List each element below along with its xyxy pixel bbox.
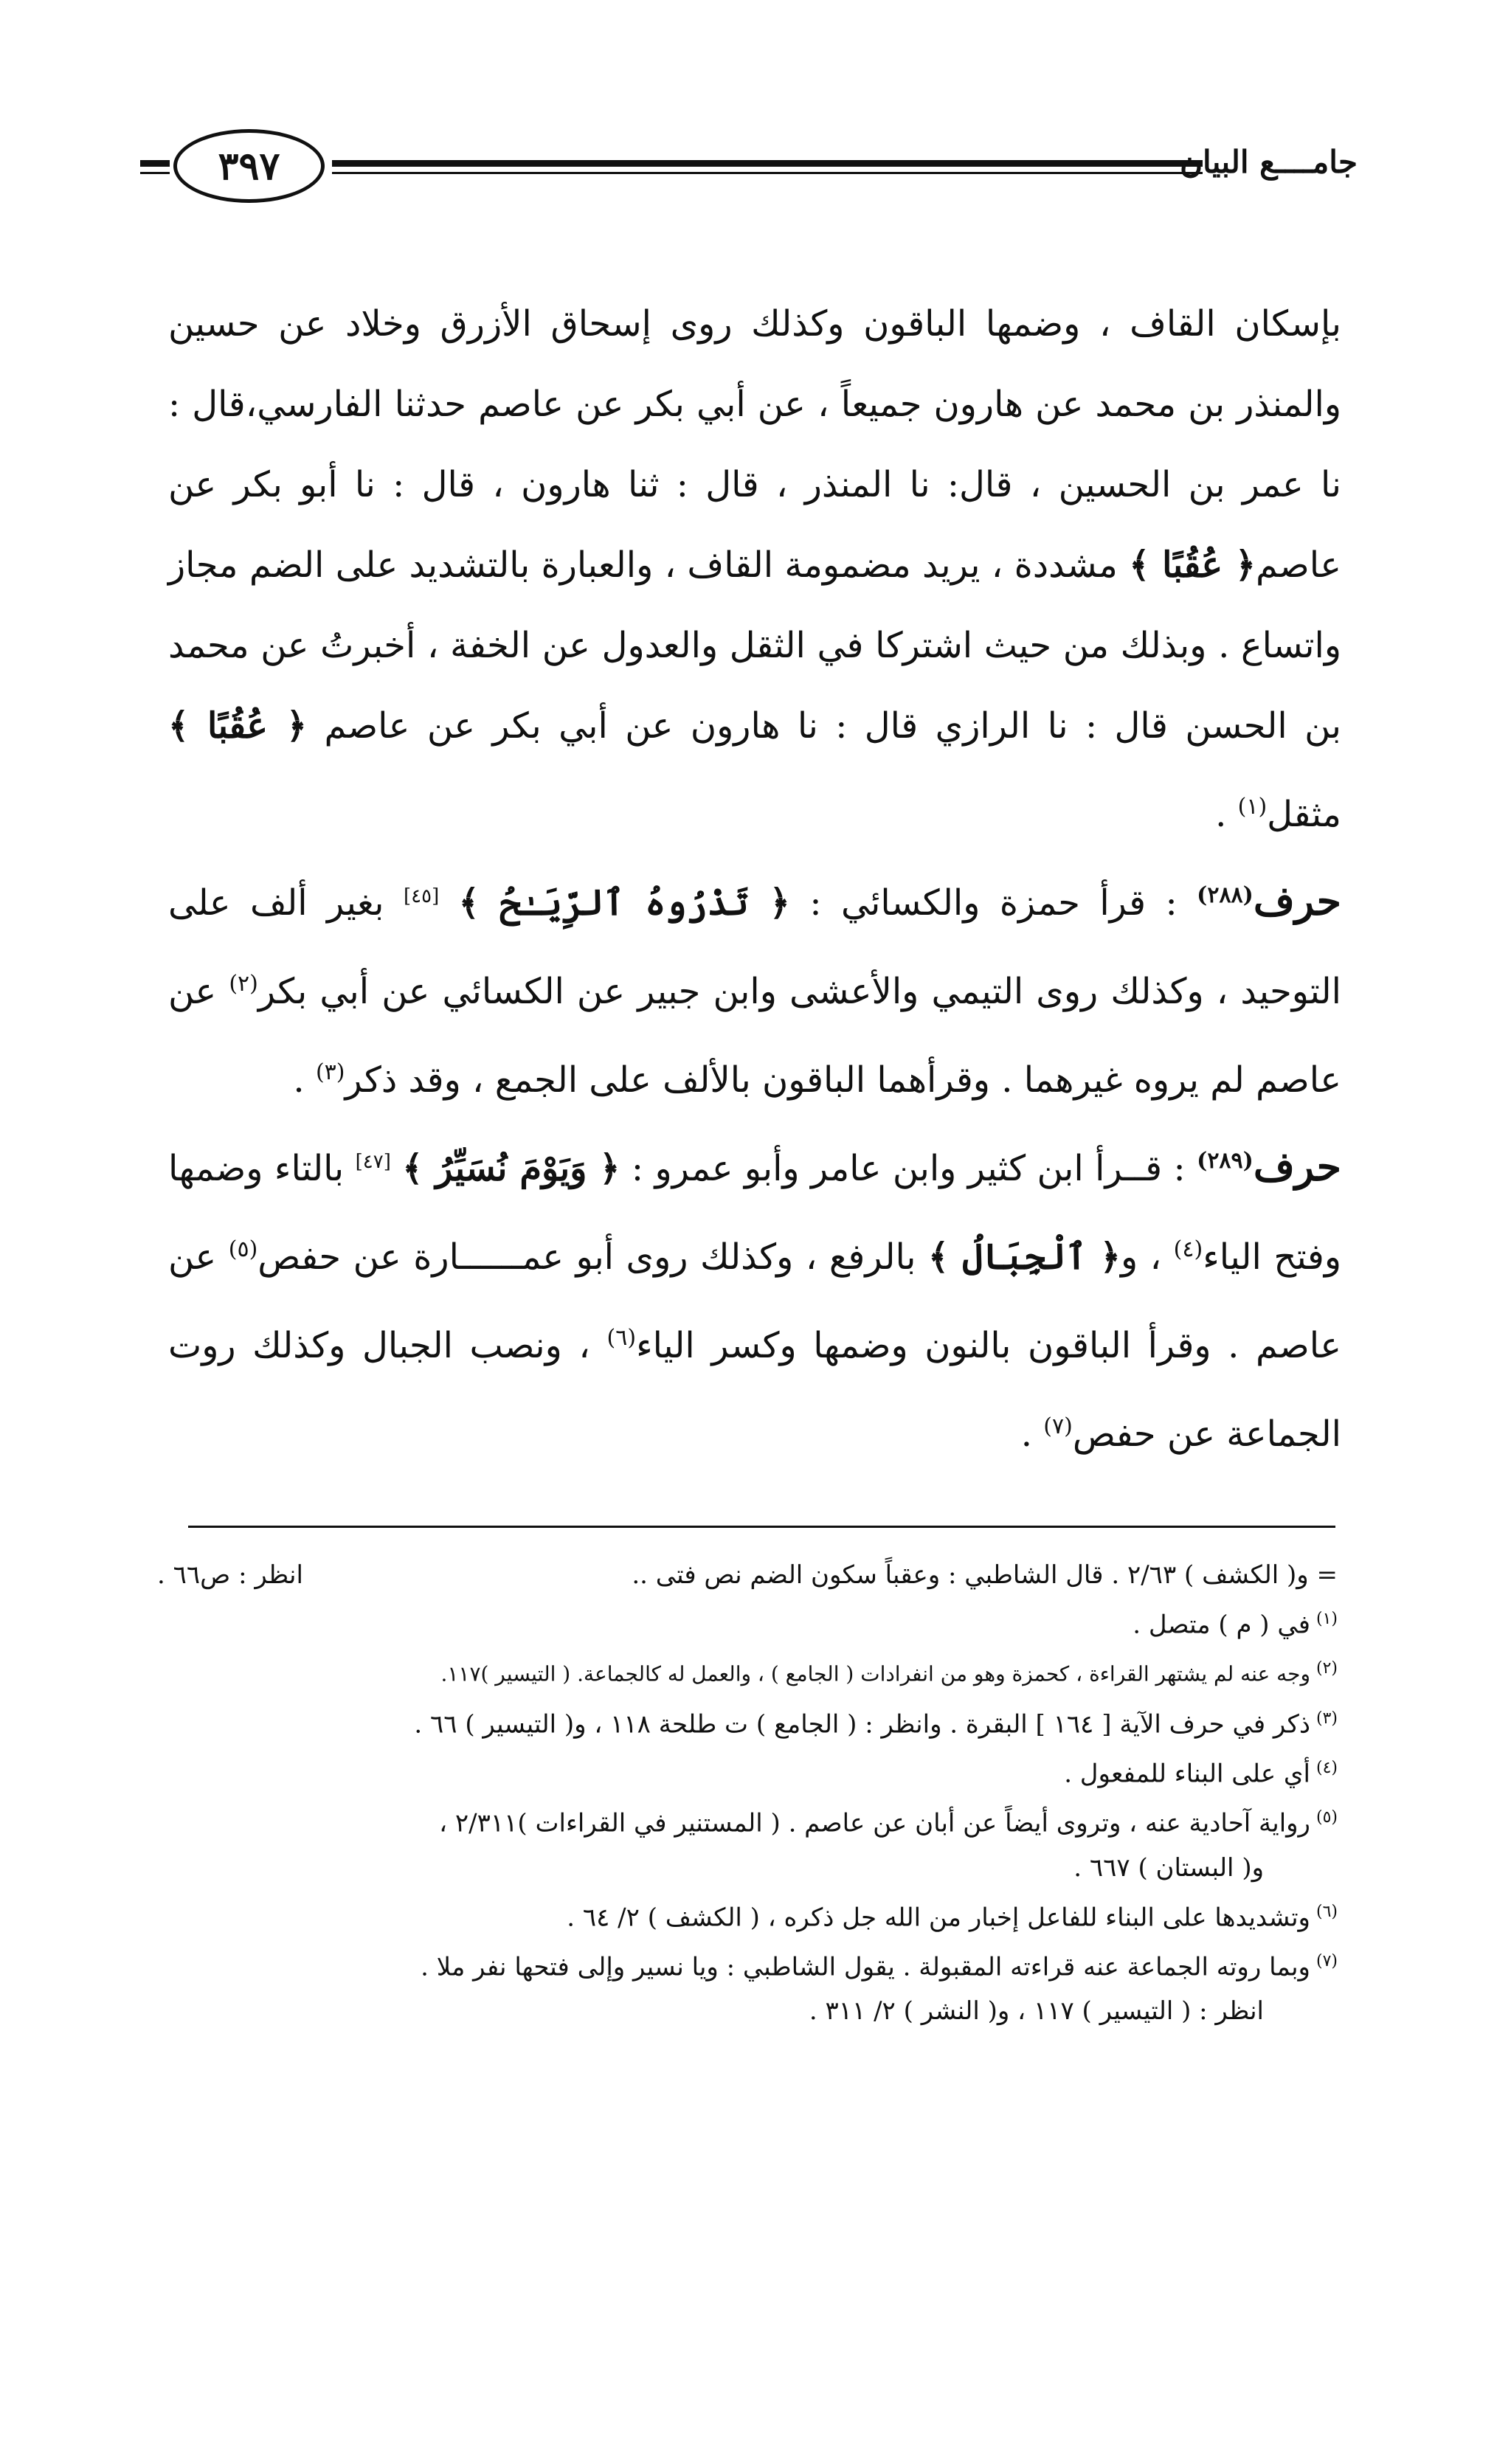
footnotes xyxy=(157,1553,1338,2033)
page-number: ٣٩٧ xyxy=(173,129,325,203)
footnote-ref: (١) xyxy=(1237,794,1268,820)
footnote-item: $^{(٢)}$وجه عنه لم يشتهر القراءة ، كحمزة وهو من انفرادات ( الجامع ) ، والعمل له كالجماعة. ( التيسير )١١٧. xyxy=(440,1659,1338,1686)
header-rule-thick xyxy=(332,160,1203,167)
footnote-separator xyxy=(188,1526,1335,1528)
footnote-ref: (٧) xyxy=(1043,1413,1073,1439)
footnote-ref: (٢) xyxy=(229,971,258,997)
quran-quote: ﴿ تَذْرُوهُ ٱلرِّيَـٰحُ ﴾ xyxy=(458,882,790,924)
quran-quote: ﴿ ٱلْجِبَالُ ﴾ xyxy=(927,1236,1121,1278)
footnote-ref: (٥) xyxy=(228,1236,258,1262)
harf-number: (٢٨٩) xyxy=(1197,1148,1254,1174)
footnote-ref: (٦) xyxy=(606,1325,637,1351)
harf-label: حرف xyxy=(1253,1143,1342,1190)
header-rule-left-thin xyxy=(140,172,170,174)
footnote-item: $^{(٧)}$وبما روته الجماعة عنه قراءته المقبولة . يقول الشاطبي : ويا نسير وإلى فتحها نفر ملا . xyxy=(421,1951,1338,1982)
footnote-ref: (٣) xyxy=(315,1059,345,1085)
footnote-item-continued: انظر : ( التيسير ) ١١٧ ، و( النشر ) ٢/ ٣١١ . xyxy=(809,1996,1264,2027)
footnote-item: $^{(٦)}$وتشديدها على البناء للفاعل إخبار من الله جل ذكره ، ( الكشف ) ٢/ ٦٤ . xyxy=(567,1902,1338,1932)
header-rule-left-thick xyxy=(140,160,170,167)
footnote-item: $^{(١)}$في ( م ) متصل . xyxy=(1133,1610,1338,1640)
quran-quote: ﴿ عُقُبًا ﴾ xyxy=(168,705,308,747)
harf-number: (٢٨٨) xyxy=(1197,882,1254,908)
footnote-continuation: = و( الكشف ) ٢/٦٣ . قال الشاطبي : وعقباً سكون الضم نص فتى .. انظر : ص٦٦ . xyxy=(157,1560,1338,1590)
running-title: جامــــع البيان xyxy=(1180,144,1358,180)
paragraph-harf-288: حرف$^{(٢٨٨)}$ : قرأ حمزة والكسائي : ﴿ تَذْرُوهُ ٱلرِّيَـٰحُ ﴾ [٤٥] بغير ألف على التوحيد ، وكذلك روى التيمي والأعشى وابن جبير عن الكسائي عن أبي بكر$^{(٢)}$ عن عاصم لم يروه غيرهما . وقرأهما الباقون بالألف على الجمع ، وقد ذكر$^{(٣)}$ . xyxy=(168,877,1342,1101)
footnote-item: $^{(٥)}$رواية آحادية عنه ، وتروى أيضاً عن أبان عن عاصم . ( المستنير في القراءات )٢/٣١١ ، xyxy=(439,1808,1338,1838)
verse-ref: [٤٧] xyxy=(355,1151,391,1173)
footnote-item: $^{(٣)}$ذكر في حرف الآية [ ١٦٤ ] البقرة . وانظر : ( الجامع ) ت طلحة ١١٨ ، و( التيسير ) ٦٦ . xyxy=(414,1709,1338,1739)
footnote-ref: (٤) xyxy=(1173,1236,1203,1262)
header-rule-thin xyxy=(332,172,1203,174)
footnote-item-continued: و( البستان ) ٦٦٧ . xyxy=(1073,1852,1264,1883)
main-text xyxy=(168,284,1341,1475)
verse-ref: [٤٥] xyxy=(403,885,440,907)
quran-quote: ﴿ وَيَوْمَ نُسَيِّرُ ﴾ xyxy=(402,1148,620,1189)
footnote-item: $^{(٤)}$أي على البناء للمفعول . xyxy=(1064,1758,1338,1789)
quran-quote: ﴿ عُقُبًا ﴾ xyxy=(1129,544,1256,586)
paragraph-1: بإسكان القاف ، وضمها الباقون وكذلك روى إسحاق الأزرق وخلاد عن حسين والمنذر بن محمد عن هارون جميعاً ، عن أبي بكر عن عاصم حدثنا الفارسي،قال : نا عمر بن الحسين ، قال: نا المنذر ، قال : ثنا هارون ، قال : نا أبو بكر عن عاصم﴿ عُقُبًا ﴾ مشددة ، يريد مضمومة القاف ، والعبارة بالتشديد على الضم مجاز واتساع . وبذلك من حيث اشتركا في الثقل والعدول عن الخفة ، أخبرتُ عن محمد بن الحسن قال : نا الرازي قال : نا هارون عن أبي بكر عن عاصم ﴿ عُقُبًا ﴾ مثقل$^{(١)}$ . xyxy=(168,303,1342,835)
paragraph-harf-289: حرف$^{(٢٨٩)}$ : قــرأ ابن كثير وابن عامر وأبو عمرو : ﴿ وَيَوْمَ نُسَيِّرُ ﴾ [٤٧] بالتاء وضمها وفتح الياء$^{(٤)}$ ، و﴿ ٱلْجِبَالُ ﴾ بالرفع ، وكذلك روى أبو عمــــــارة عن حفص$^{(٥)}$ عن عاصم . وقرأ الباقون بالنون وضمها وكسر الياء$^{(٦)}$ ، ونصب الجبال وكذلك روت الجماعة عن حفص$^{(٧)}$ . xyxy=(168,1143,1342,1455)
harf-label: حرف xyxy=(1253,877,1342,924)
page-header xyxy=(140,129,1358,210)
